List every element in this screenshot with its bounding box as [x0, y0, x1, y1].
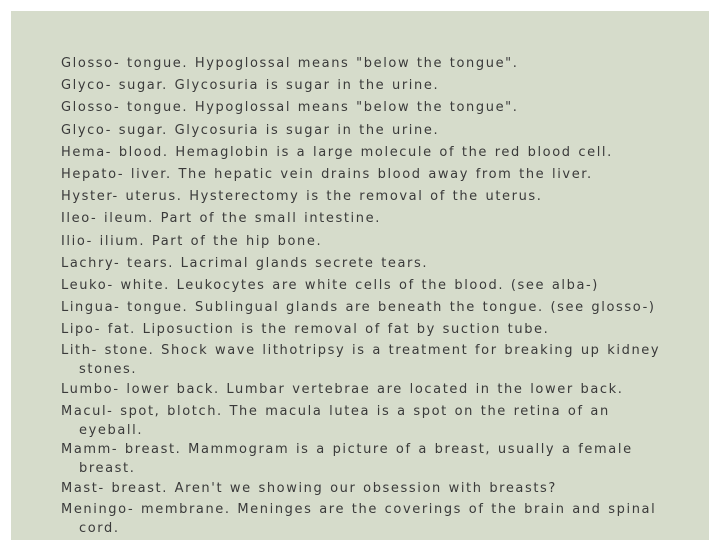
- definition-line-continuation: eyeball.: [79, 422, 144, 438]
- definition-line: Meningo- membrane. Meninges are the coverings of the brain and spinal: [61, 501, 657, 517]
- definition-line: Lipo- fat. Liposuction is the removal of fat by suction tube.: [61, 322, 550, 338]
- definition-line: Glosso- tongue. Hypoglossal means "below the tongue".: [61, 100, 519, 116]
- definition-list: [61, 53, 661, 538]
- definition-line-continuation: cord.: [79, 520, 120, 536]
- definition-line: Glosso- tongue. Hypoglossal means "below the tongue".: [61, 56, 519, 71]
- slide: [11, 11, 709, 540]
- definition-line: Lachry- tears. Lacrimal glands secrete tears.: [61, 255, 429, 271]
- definition-line: Ilio- ilium. Part of the hip bone.: [61, 233, 323, 249]
- definition-line: Ileo- ileum. Part of the small intestine.: [61, 211, 381, 227]
- definition-line: Macul- spot, blotch. The macula lutea is a spot on the retina of an: [61, 403, 610, 419]
- definition-line: Leuko- white. Leukocytes are white cells of the blood. (see alba-): [61, 277, 599, 293]
- definition-line: Hyster- uterus. Hysterectomy is the removal of the uterus.: [61, 189, 543, 205]
- definition-line: Glyco- sugar. Glycosuria is sugar in the urine.: [61, 122, 440, 138]
- definition-line-continuation: breast.: [79, 460, 136, 476]
- definition-line: Lingua- tongue. Sublingual glands are beneath the tongue. (see glosso-): [61, 300, 656, 316]
- definition-line: Glyco- sugar. Glycosuria is sugar in the urine.: [61, 78, 440, 94]
- definition-line: Lith- stone. Shock wave lithotripsy is a treatment for breaking up kidney: [61, 343, 661, 359]
- definition-line: Lumbo- lower back. Lumbar vertebrae are located in the lower back.: [61, 382, 624, 398]
- definition-line-continuation: stones.: [79, 362, 138, 378]
- definition-line: Hema- blood. Hemaglobin is a large molecule of the red blood cell.: [61, 144, 613, 160]
- definition-line: Mamm- breast. Mammogram is a picture of a breast, usually a female: [61, 441, 633, 457]
- definition-line: Mast- breast. Aren't we showing our obsession with breasts?: [61, 480, 557, 496]
- definition-line: Hepato- liver. The hepatic vein drains blood away from the liver.: [61, 166, 593, 182]
